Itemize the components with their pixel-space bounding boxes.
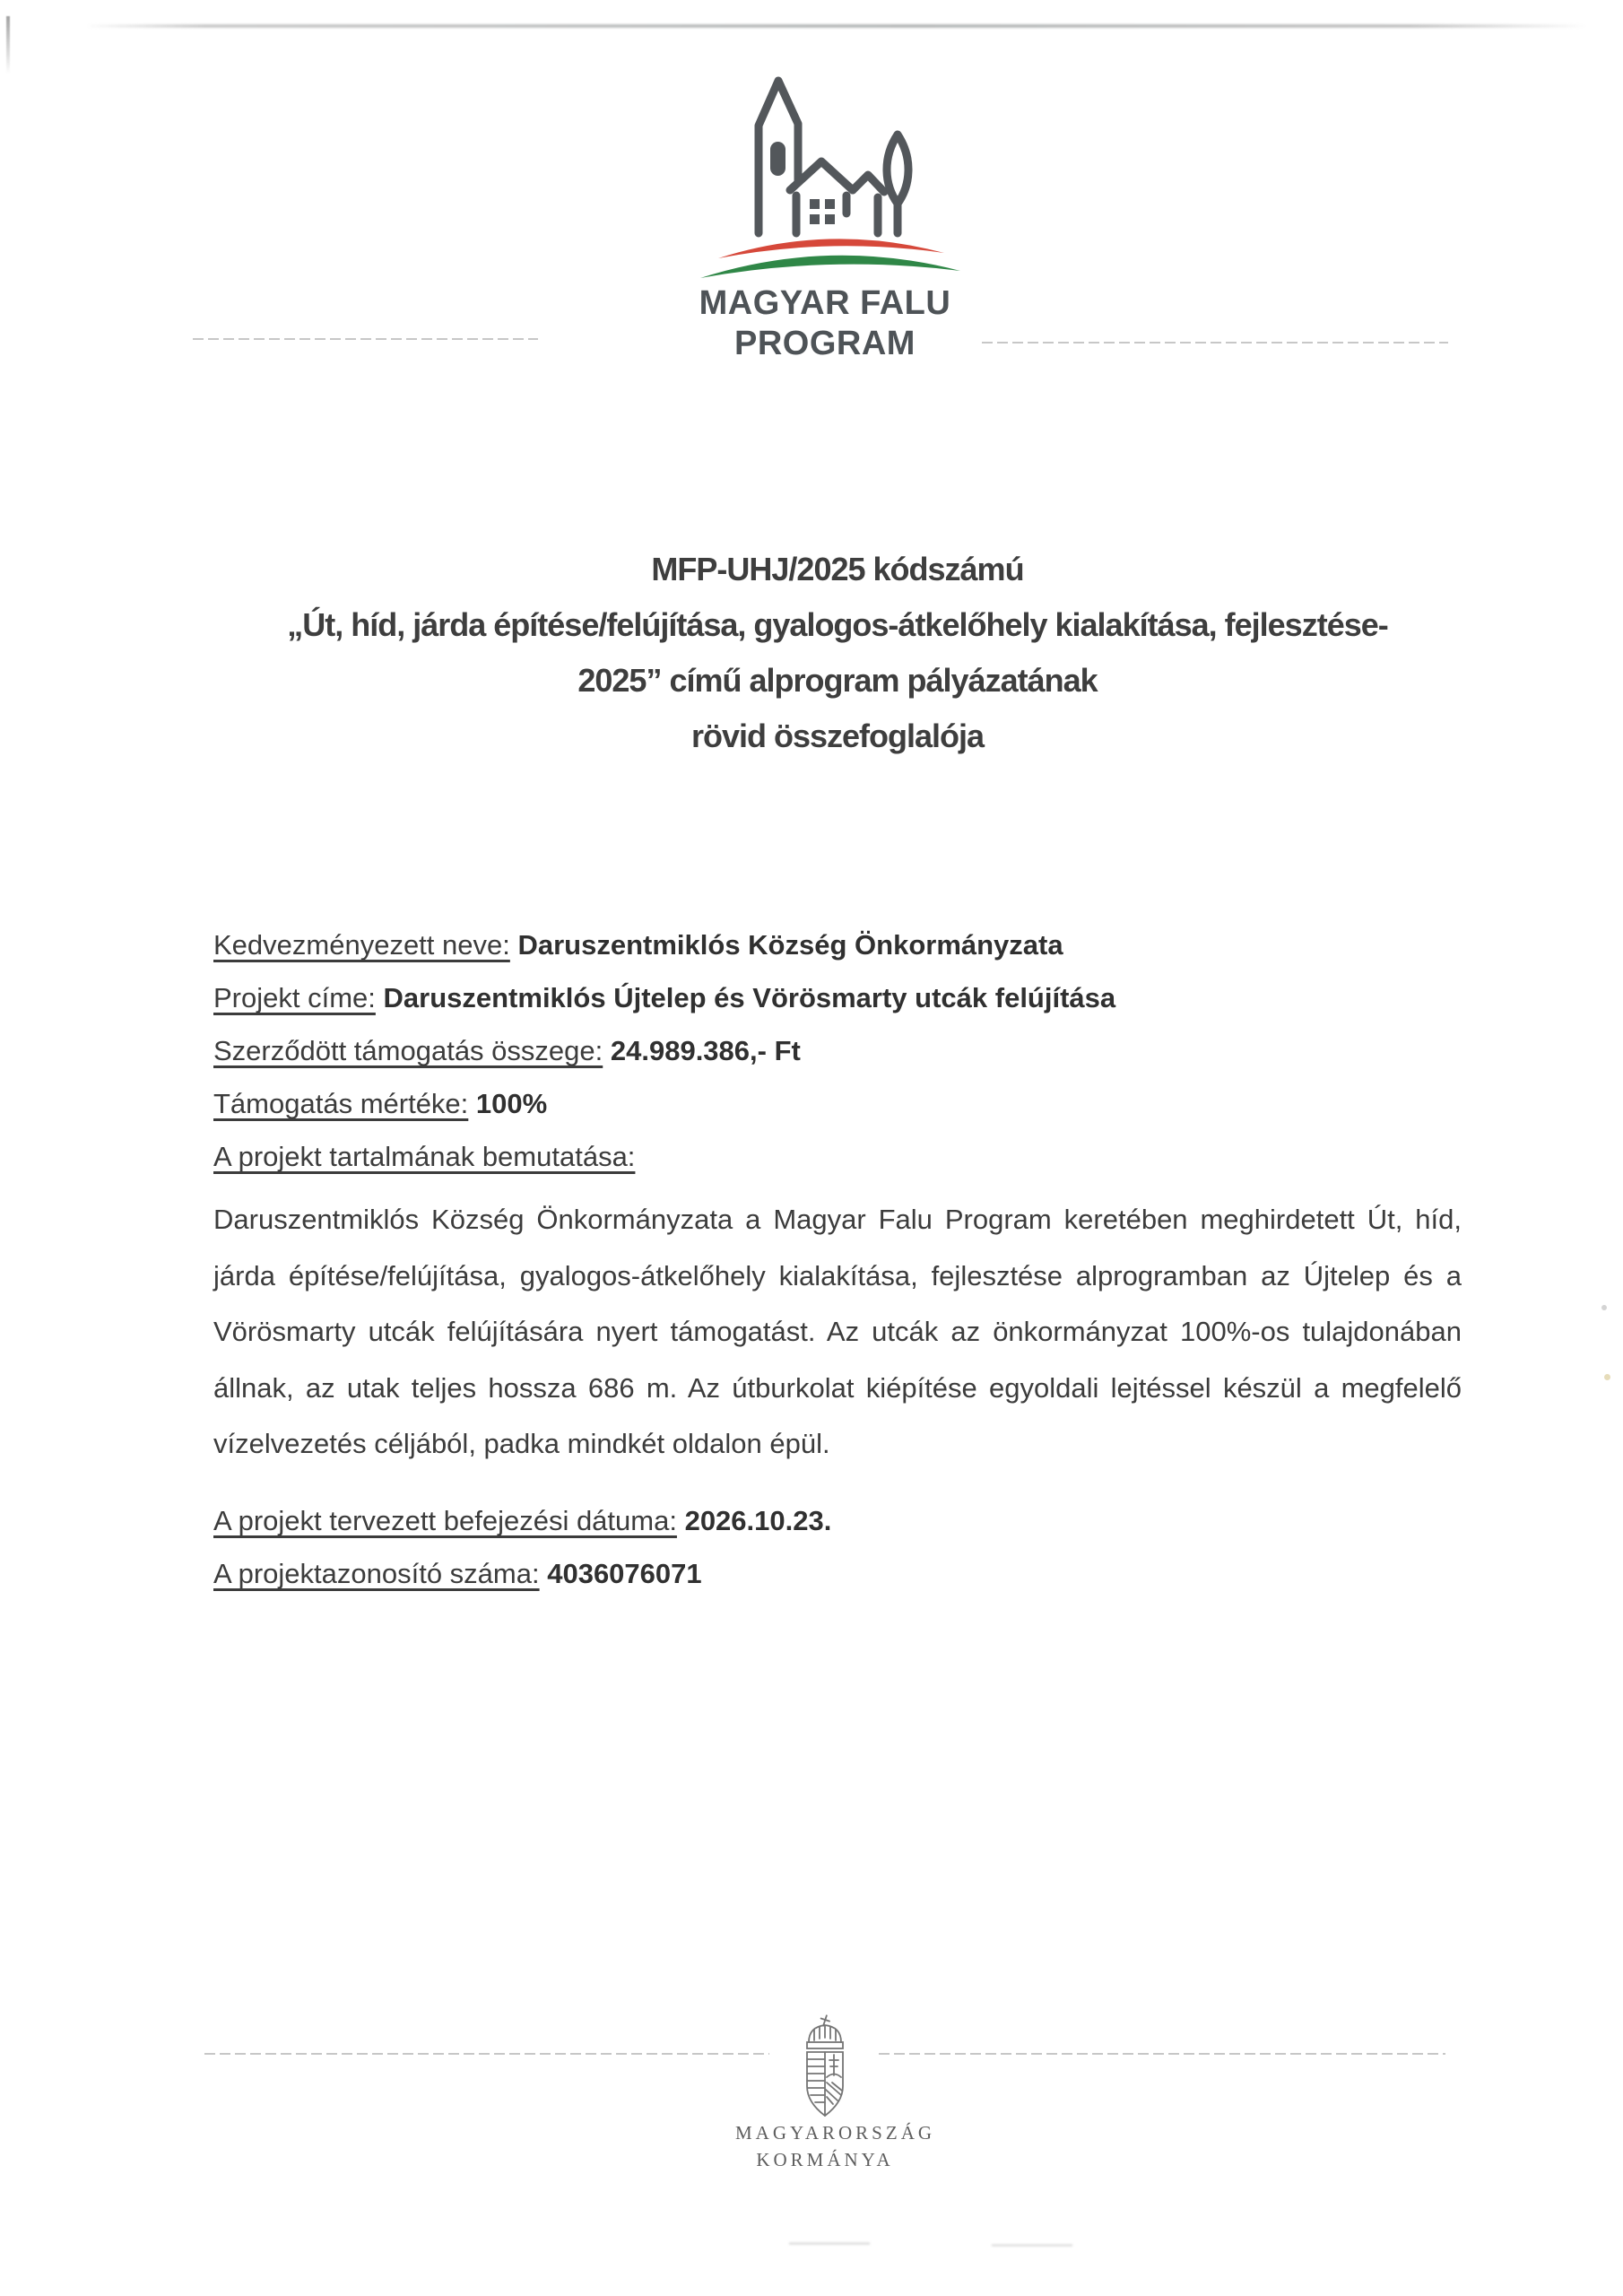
project-fields [213, 929, 1496, 1194]
footer-rule-left [204, 2053, 769, 2055]
scan-artifact-dot [1601, 1305, 1607, 1310]
closing-fields [213, 1505, 1496, 1611]
footer-rule-right [879, 2053, 1445, 2055]
project-description: Daruszentmiklós Község Önkormányzata a Magyar Falu Program keretében meghirdetett Út, híd, járda építése/felújítása, gyalogos-átkelőhely kialakítása, fejlesztése alprogramban az Újtelep és a Vörösmarty utcák felújítására nyert támogatást. Az utcák az önkormányzat 100%-os tulajdonában állnak, az utak teljes hossza 686 m. Az útburkolat kiépítése egyoldali lejtéssel készül a megfelelő vízelvezetés céljából, padka mindkét oldalon épül. [213, 1204, 1462, 1459]
field-label: Kedvezményezett neve: [213, 929, 510, 961]
field-label: Projekt címe: [213, 982, 376, 1013]
footer-org-line1: MAGYARORSZÁG [735, 2122, 936, 2144]
field-value: Daruszentmiklós Újtelep és Vörösmarty utcák felújítása [383, 982, 1116, 1013]
field-value: Daruszentmiklós Község Önkormányzata [517, 929, 1063, 961]
header-rule-right [982, 342, 1448, 344]
field-label: A projektazonosító száma: [213, 1558, 540, 1589]
footer-org-line2: KORMÁNYA [756, 2149, 894, 2170]
field-value: 4036076071 [547, 1558, 702, 1589]
field-completion-date [213, 1505, 1496, 1558]
field-label: Támogatás mértéke: [213, 1088, 469, 1119]
scan-artifact-smudge [789, 2242, 870, 2245]
tower-window [770, 142, 785, 176]
green-swoosh [700, 256, 960, 278]
field-label: A projekt tervezett befejezési dátuma: [213, 1505, 677, 1536]
house-window [810, 199, 835, 224]
field-contracted-amount [213, 1035, 1496, 1088]
field-label: Szerződött támogatás összege: [213, 1035, 603, 1066]
title-line-4: rövid összefoglalója [690, 718, 985, 754]
logo-wordmark-line1: MAGYAR FALU [699, 284, 951, 322]
hungary-coat-of-arms-icon [796, 2014, 854, 2122]
scan-artifact-top-edge [85, 24, 1587, 28]
church-house-tree-icon [695, 72, 964, 283]
field-project-content-heading [213, 1141, 1496, 1194]
field-label: A projekt tartalmának bemutatása: [213, 1141, 636, 1172]
document-title [213, 545, 1462, 768]
title-line-3: 2025” című alprogram pályázatának [577, 662, 1098, 699]
header-rule-left [193, 338, 538, 340]
title-line-2: „Út, híd, járda építése/felújítása, gyalogos-átkelőhely kialakítása, fejlesztése- [287, 606, 1388, 643]
field-project-id [213, 1558, 1496, 1611]
red-swoosh [718, 239, 944, 258]
field-project-title [213, 982, 1496, 1035]
logo-wordmark-line2: PROGRAM [734, 325, 916, 362]
field-value: 2026.10.23. [684, 1505, 832, 1536]
field-value: 100% [475, 1088, 548, 1119]
field-beneficiary [213, 929, 1496, 982]
field-support-rate [213, 1088, 1496, 1141]
scan-artifact-smudge [992, 2244, 1072, 2247]
scan-artifact-dot [1604, 1374, 1610, 1380]
field-value: 24.989.386,- Ft [610, 1035, 801, 1066]
title-line-1: MFP-UHJ/2025 kódszámú [651, 551, 1024, 587]
scan-artifact-left-tick [6, 16, 10, 74]
